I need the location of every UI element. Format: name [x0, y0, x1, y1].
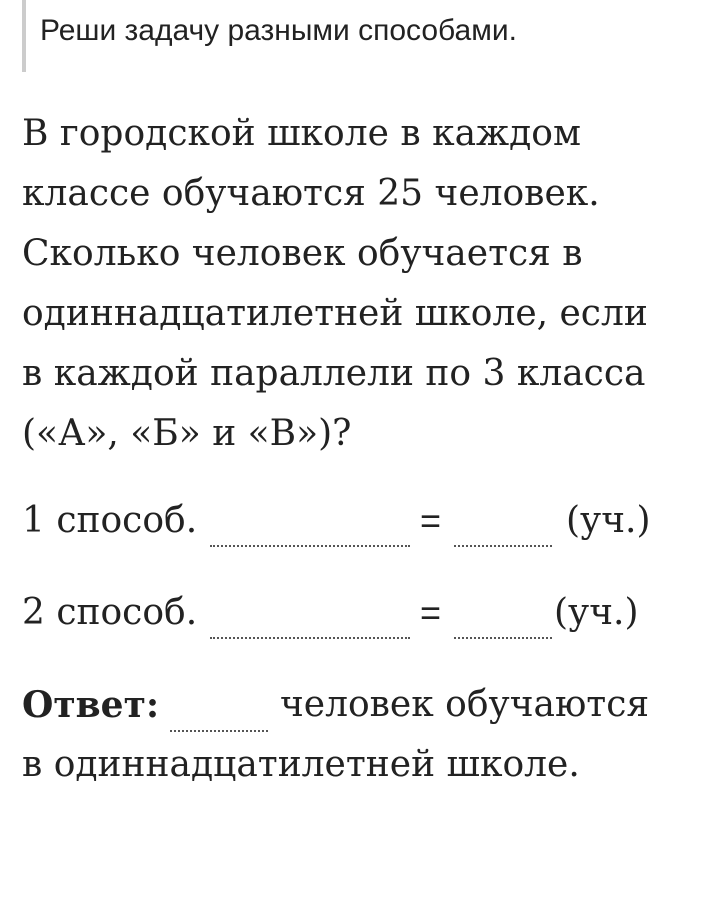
- problem-line: классе обучаются 25 человек.: [22, 173, 600, 214]
- problem-line: («А», «Б» и «В»)?: [22, 413, 352, 454]
- answer-blank[interactable]: [170, 730, 268, 732]
- answer-block: [22, 684, 702, 785]
- method-1-equals-sign: =: [420, 500, 442, 541]
- instruction-block: [22, 0, 662, 72]
- answer-rest-text: человек обучаются: [280, 684, 650, 725]
- method-2-expression-blank[interactable]: [210, 637, 410, 639]
- problem-line: в каждой параллели по 3 класса: [22, 353, 646, 394]
- method-1-label: 1 способ.: [22, 500, 198, 541]
- problem-line: Сколько человек обучается в: [22, 233, 583, 274]
- method-2-label: 2 способ.: [22, 592, 198, 633]
- method-2-unit: (уч.): [554, 592, 639, 633]
- method-1-expression-blank[interactable]: [210, 545, 410, 547]
- answer-line-2: в одиннадцатилетней школе.: [22, 744, 580, 785]
- method-2-row: [22, 592, 702, 642]
- problem-line: В городской школе в каждом: [22, 113, 581, 154]
- answer-line-1: [22, 684, 702, 744]
- method-1-result-blank[interactable]: [454, 545, 552, 547]
- instruction-text: Реши задачу разными способами.: [40, 14, 517, 47]
- method-2-result-blank[interactable]: [454, 637, 552, 639]
- problem-text: [22, 104, 702, 464]
- method-1-row: [22, 500, 702, 550]
- answer-label: Ответ:: [22, 684, 160, 726]
- method-1-unit: (уч.): [566, 500, 651, 541]
- problem-line: одиннадцатилетней школе, если: [22, 293, 648, 334]
- method-2-equals-sign: =: [420, 592, 442, 633]
